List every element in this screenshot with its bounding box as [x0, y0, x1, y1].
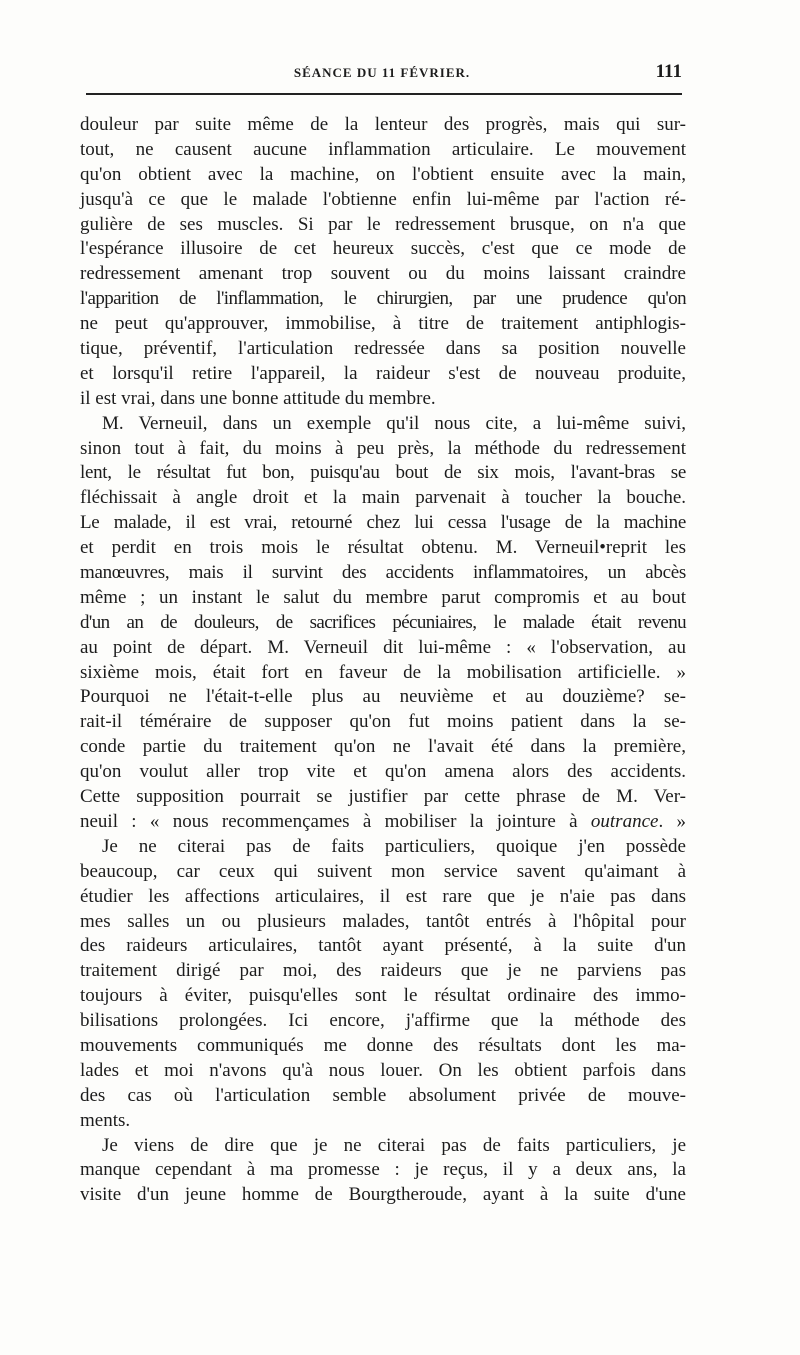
text-line [80, 810, 686, 835]
text-line: fléchissait à angle droit et la main parvenait à toucher la bouche. [80, 487, 686, 509]
text-line: redressement amenant trop souvent ou du moins laissant craindre [80, 263, 686, 285]
text-line: Cette supposition pourrait se justifier par cette phrase de M. Ver- [80, 786, 686, 808]
text-line: mes salles un ou plusieurs malades, tantôt entrés à l'hôpital pour [80, 910, 686, 932]
text-line: lades et moi n'avons qu'à nous louer. On les obtient parfois dans [80, 1059, 686, 1081]
text-line: Je viens de dire que je ne citerai pas de faits particuliers, je [102, 1134, 686, 1156]
text-line: ments. [80, 1109, 131, 1131]
text-line: M. Verneuil, dans un exemple qu'il nous cite, a lui-même suivi, [102, 412, 686, 434]
text-line: manque cependant à ma promesse : je reçus, il y a deux ans, la [80, 1159, 686, 1181]
text-line: qu'on voulut aller trop vite et qu'on amena alors des accidents. [80, 761, 686, 783]
text-line: sixième mois, était fort en faveur de la mobilisation artificielle. » [80, 661, 686, 683]
text-run: . » [658, 810, 686, 832]
text-line: lent, le résultat fut bon, puisqu'au bout de six mois, l'avant-bras se [80, 462, 686, 484]
text-line: et lorsqu'il retire l'appareil, la raideur s'est de nouveau produite, [80, 362, 686, 384]
running-title: SÉANCE DU 11 FÉVRIER. [293, 65, 471, 80]
text-line: conde partie du traitement qu'on ne l'avait été dans la première, [80, 736, 686, 758]
text-run: neuil : « nous recommençames à mobiliser la jointure à [80, 810, 591, 832]
text-line: Pourquoi ne l'était-t-elle plus au neuvième et au douzième? se- [80, 686, 686, 708]
text-line: visite d'un jeune homme de Bourgtheroude, ayant à la suite d'une [80, 1184, 686, 1206]
text-line: ne peut qu'approuver, immobilise, à titre de traitement antiphlogis- [80, 313, 686, 335]
text-line: traitement dirigé par moi, des raideurs que je ne parviens pas [80, 960, 686, 982]
italic-word: outrance [590, 810, 659, 832]
text-line: l'apparition de l'inflammation, le chirurgien, par une prudence qu'on [80, 288, 686, 310]
text-line: des cas où l'articulation semble absolument privée de mouve- [80, 1084, 686, 1106]
text-line: tout, ne causent aucune inflammation articulaire. Le mouvement [80, 138, 686, 160]
paragraph-1 [80, 113, 686, 412]
text-line: manœuvres, mais il survint des accidents inflammatoires, un abcès [80, 562, 686, 584]
page-number: 111 [655, 61, 682, 82]
text-line: qu'on obtient avec la machine, on l'obtient ensuite avec la main, [80, 163, 686, 185]
text-line: mouvements communiqués me donne des résultats dont les ma- [80, 1034, 686, 1056]
running-head [80, 60, 684, 86]
paragraph-2 [80, 412, 686, 835]
body-text [80, 113, 686, 1208]
text-line: beaucoup, car ceux qui suivent mon service savent qu'aimant à [80, 860, 686, 882]
text-line: il est vrai, dans une bonne attitude du membre. [80, 387, 436, 409]
paragraph-4 [80, 1134, 686, 1209]
text-line: d'un an de douleurs, de sacrifices pécuniaires, le malade était revenu [80, 611, 686, 633]
text-line: et perdit en trois mois le résultat obtenu. M. Verneuil•reprit les [80, 537, 686, 559]
text-line: sinon tout à fait, du moins à peu près, la méthode du redressement [80, 437, 686, 459]
text-line: Le malade, il est vrai, retourné chez lui cessa l'usage de la machine [80, 512, 686, 534]
text-line: jusqu'à ce que le malade l'obtienne enfin lui-même par l'action ré- [80, 188, 686, 210]
text-line: l'espérance illusoire de cet heureux succès, c'est que ce mode de [80, 238, 686, 260]
paragraph-3 [80, 835, 686, 1134]
text-line: tique, préventif, l'articulation redressée dans sa position nouvelle [80, 338, 686, 360]
text-line: toujours à éviter, puisqu'elles sont le résultat ordinaire des immo- [80, 985, 686, 1007]
text-line: étudier les affections articulaires, il est rare que je n'aie pas dans [80, 885, 686, 907]
text-line: Je ne citerai pas de faits particuliers, quoique j'en possède [102, 835, 686, 857]
text-line: au point de départ. M. Verneuil dit lui-même : « l'observation, au [80, 636, 686, 658]
text-line: rait-il téméraire de supposer qu'on fut moins patient dans la se- [80, 711, 686, 733]
text-line: même ; un instant le salut du membre parut compromis et au bout [80, 586, 686, 608]
text-line: des raideurs articulaires, tantôt ayant présenté, à la suite d'un [80, 935, 686, 957]
text-line: gulière de ses muscles. Si par le redressement brusque, on n'a que [80, 213, 686, 235]
text-line: douleur par suite même de la lenteur des progrès, mais qui sur- [80, 114, 686, 135]
header-rule [86, 93, 682, 95]
text-line: bilisations prolongées. Ici encore, j'affirme que la méthode des [80, 1010, 686, 1032]
